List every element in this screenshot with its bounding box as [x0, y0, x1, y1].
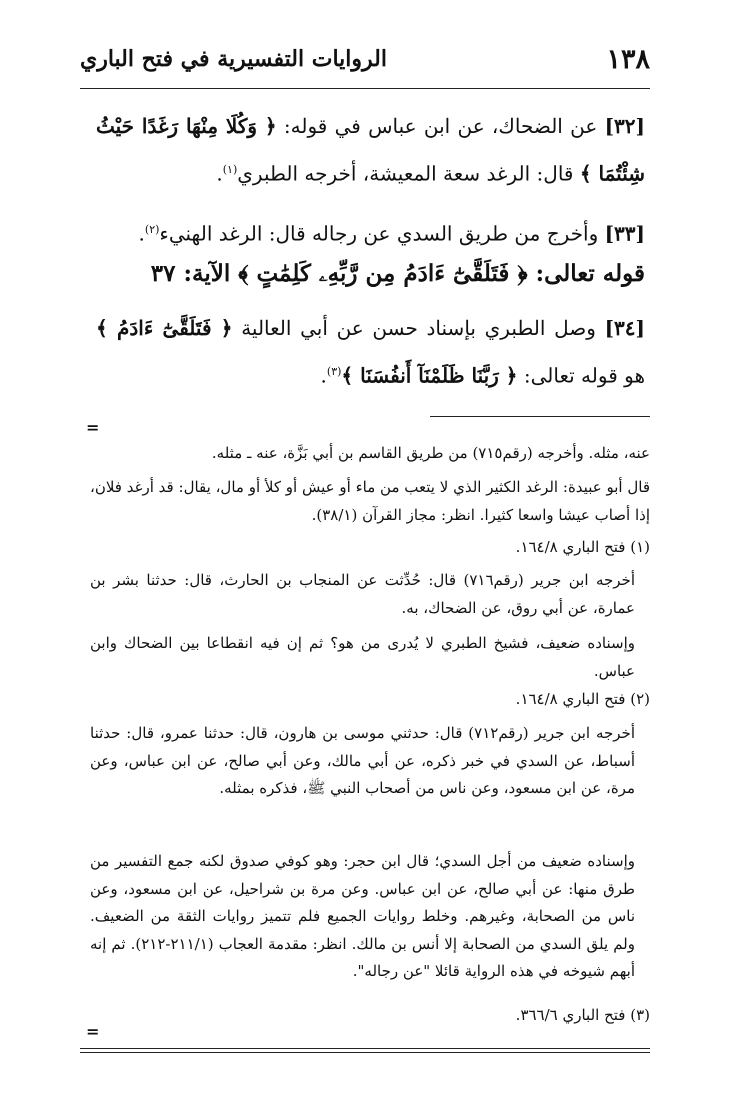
paragraph-number: [٣٣]: [604, 221, 645, 246]
paragraph-text: قال: الرغد سعة المعيشة، أخرجه الطبري: [237, 161, 580, 186]
footnote-carry-1: عنه، مثله. وأخرجه (رقم٧١٥) من طريق القاسم بن أبي بَزَّة، عنه ـ مثله.: [211, 444, 650, 462]
footnote-1-text-a: أخرجه ابن جرير (رقم٧١٦) قال: حُدِّثت عن المنجاب بن الحارث، قال: حدثنا بشر بن عمارة، عن أبي روق، عن الضحاك، به.: [90, 571, 635, 617]
footnote-1-text-b: وإسناده ضعيف، فشيخ الطبري لا يُدرى من هو؟ ثم إن فيه انقطاعا بين الضحاك وابن عباس.: [90, 634, 635, 680]
heading-suffix: الآية: ٣٧: [150, 260, 239, 287]
paragraph-32: [96, 104, 645, 196]
footnote-2-text-a: أخرجه ابن جرير (رقم٧١٢) قال: حدثني موسى بن هارون، قال: حدثنا عمرو، قال: حدثنا أسباط، عن السدي في خبر ذكره، عن أبي مالك، وعن أبي صالح، عن ابن عباس، وعن مرة، عن ابن مسعود، وعن ناس من أصحاب النبي ﷺ، فذكره بمثله.: [90, 724, 635, 797]
heading-verse: ﴿ فَتَلَقَّىٰٓ ءَادَمُ مِن رَّبِّهِۦ كَلِمَٰتٍ ﴾: [238, 260, 528, 287]
heading-prefix: قوله تعالى:: [527, 260, 645, 287]
footnote-3-label: (٣) فتح الباري ٣٦٦/٦.: [515, 1006, 650, 1024]
footnote-ref: (٢): [144, 223, 160, 236]
header-rule: [80, 88, 650, 89]
page-number: ١٣٨: [606, 44, 650, 75]
continuation-mark: =: [86, 418, 100, 437]
footnote-1-label: (١) فتح الباري ١٦٤/٨.: [515, 538, 650, 556]
footnote-2-text-b: وإسناده ضعيف من أجل السدي؛ قال ابن حجر: وهو كوفي صدوق لكنه جمع التفسير من طرق منها: عن أبي صالح، عن ابن عباس. وعن مرة بن شراحيل، عن ابن مسعود، وعن ناس من الصحابة، وغيرهم. وخلط روايات الجميع فلم تتميز روايات الثقة من الضعيف. ولم يلق السدي من الصحابة إلا أنس بن مالك. انظر: مقدمة العجاب (٢١١/١-٢١٢). ثم إنه أبهم شيوخه في هذه الرواية قائلا "عن رجاله".: [90, 852, 635, 980]
quran-verse: ﴿ رَبَّنَا ظَلَمْنَآ أَنفُسَنَا ﴾: [341, 363, 518, 388]
paragraph-34: [96, 306, 645, 398]
paragraph-text: وأخرج من طريق السدي عن رجاله قال: الرغد الهنيء: [159, 221, 605, 246]
footer-rule-thin: [80, 1052, 650, 1053]
footnote-ref: (٣): [326, 365, 342, 378]
paragraph-33: [96, 208, 645, 256]
continuation-mark-bottom: =: [86, 1022, 100, 1041]
verse-heading: [96, 260, 645, 287]
running-title: الروايات التفسيرية في فتح الباري: [80, 46, 387, 72]
paragraph-text: وصل الطبري بإسناد حسن عن أبي العالية: [232, 316, 605, 340]
paragraph-text: هو قوله تعالى:: [517, 363, 645, 388]
punctuation: .: [320, 363, 327, 388]
footer-rule: [80, 1048, 650, 1049]
paragraph-number: [٣٢]: [604, 114, 645, 138]
paragraph-number: [٣٤]: [604, 316, 645, 340]
paragraph-text: عن الضحاك، عن ابن عباس في قوله:: [276, 114, 605, 138]
punctuation: .: [216, 161, 223, 186]
page-header: [80, 44, 650, 86]
footnote-2-label: (٢) فتح الباري ١٦٤/٨.: [515, 690, 650, 708]
footnote-ref: (١): [222, 163, 238, 176]
punctuation: .: [138, 221, 145, 246]
footnote-carry-2: قال أبو عبيدة: الرغد الكثير الذي لا يتعب من ماء أو عيش أو كلأ أو مال، يقال: قد أرغد فلان، إذا أصاب عيشا واسعا كثيرا. انظر: مجاز القرآن (٣٨/١).: [90, 478, 650, 524]
footnote-separator: [430, 416, 650, 417]
quran-verse: ﴿ فَتَلَقَّىٰٓ ءَادَمُ ﴾: [96, 316, 233, 340]
quran-verse: ﴿ وَكُلَا مِنْهَا رَغَدًا حَيْثُ شِئْتُمَا ﴾: [96, 114, 645, 186]
